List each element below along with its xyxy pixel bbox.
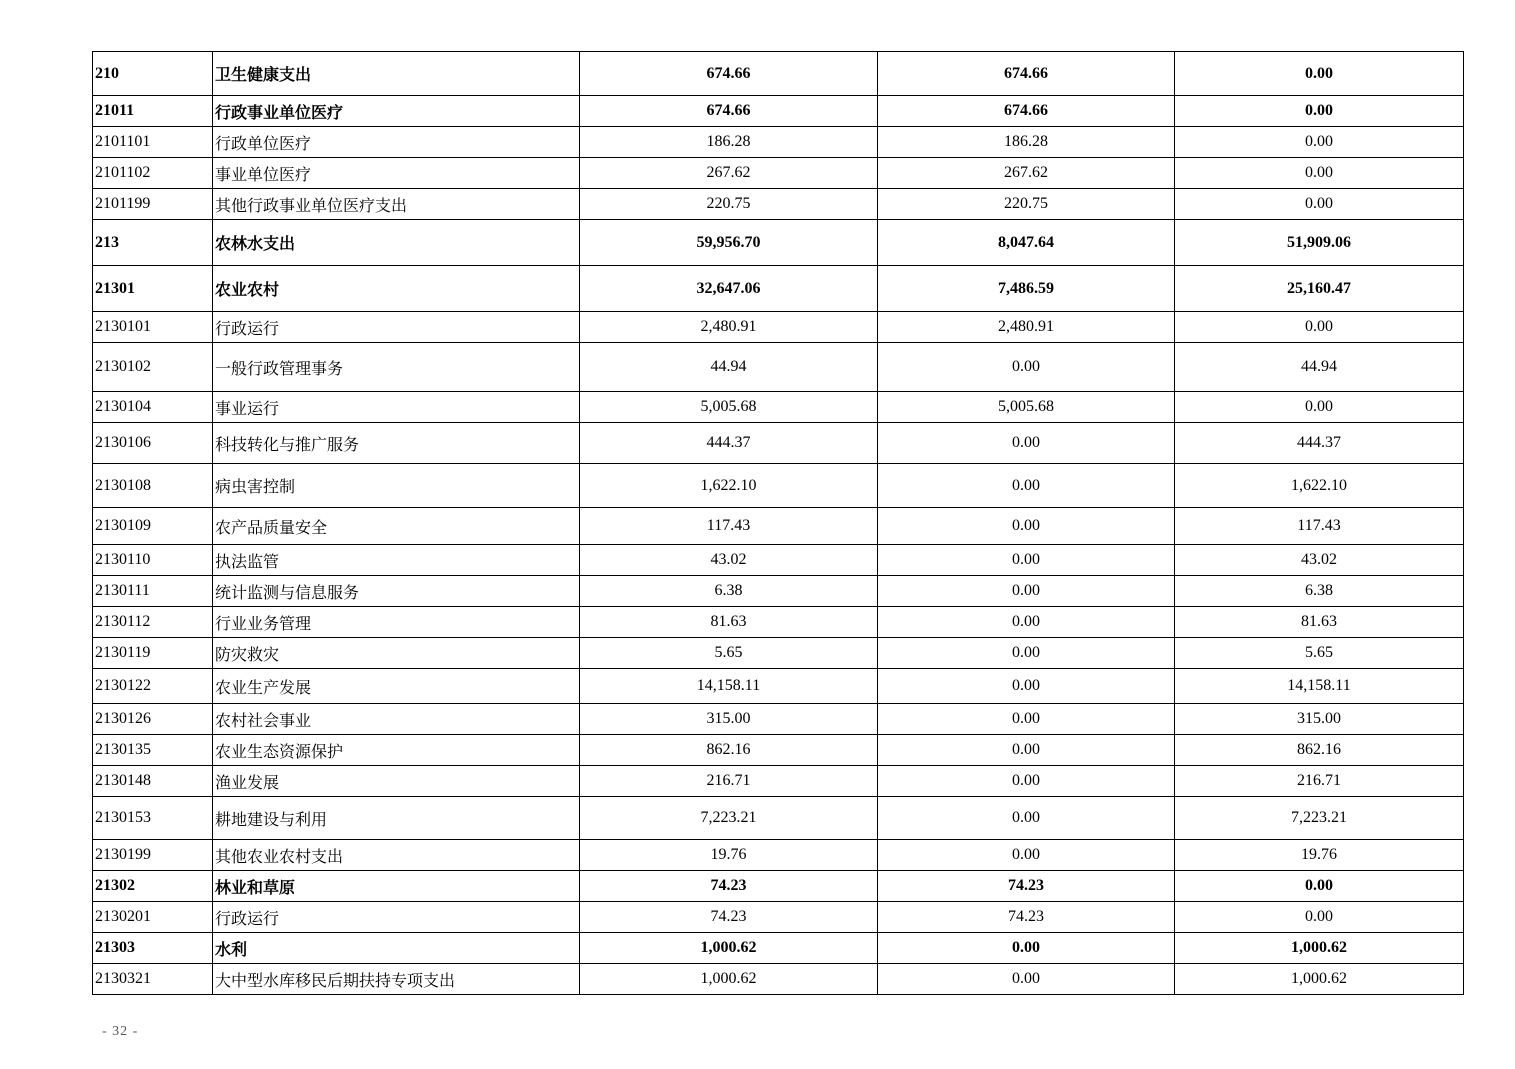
cell-total: 7,223.21 [580, 797, 878, 840]
cell-total: 1,000.62 [580, 933, 878, 964]
cell-total: 5,005.68 [580, 392, 878, 423]
cell-project: 0.00 [1175, 312, 1464, 343]
table-row [93, 545, 1464, 576]
cell-basic: 0.00 [878, 933, 1175, 964]
cell-basic: 74.23 [878, 902, 1175, 933]
cell-total: 674.66 [580, 96, 878, 127]
cell-project: 6.38 [1175, 576, 1464, 607]
cell-item-name: 农产品质量安全 [213, 508, 580, 545]
cell-item-name: 事业运行 [213, 392, 580, 423]
cell-item-name: 防灾救灾 [213, 638, 580, 669]
cell-item-name: 农林水支出 [213, 220, 580, 266]
table-row [93, 343, 1464, 392]
table-row [93, 158, 1464, 189]
cell-basic: 0.00 [878, 797, 1175, 840]
cell-basic: 74.23 [878, 871, 1175, 902]
cell-basic: 267.62 [878, 158, 1175, 189]
cell-total: 14,158.11 [580, 669, 878, 704]
cell-total: 44.94 [580, 343, 878, 392]
cell-item-name: 卫生健康支出 [213, 52, 580, 96]
cell-total: 220.75 [580, 189, 878, 220]
cell-total: 1,622.10 [580, 464, 878, 508]
cell-code: 2130119 [93, 638, 213, 669]
cell-project: 862.16 [1175, 735, 1464, 766]
cell-code: 2130106 [93, 423, 213, 464]
table-row [93, 127, 1464, 158]
cell-item-name: 行政运行 [213, 902, 580, 933]
cell-code: 2130102 [93, 343, 213, 392]
table-row [93, 464, 1464, 508]
cell-total: 267.62 [580, 158, 878, 189]
cell-basic: 8,047.64 [878, 220, 1175, 266]
cell-total: 6.38 [580, 576, 878, 607]
table-row [93, 871, 1464, 902]
cell-item-name: 行政事业单位医疗 [213, 96, 580, 127]
cell-code: 2130111 [93, 576, 213, 607]
cell-code: 213 [93, 220, 213, 266]
cell-code: 2130104 [93, 392, 213, 423]
cell-item-name: 统计监测与信息服务 [213, 576, 580, 607]
cell-item-name: 水利 [213, 933, 580, 964]
cell-project: 0.00 [1175, 902, 1464, 933]
cell-project: 444.37 [1175, 423, 1464, 464]
cell-code: 2130108 [93, 464, 213, 508]
cell-basic: 7,486.59 [878, 266, 1175, 312]
table-row [93, 638, 1464, 669]
table-row [93, 96, 1464, 127]
cell-code: 21301 [93, 266, 213, 312]
cell-basic: 2,480.91 [878, 312, 1175, 343]
cell-basic: 0.00 [878, 343, 1175, 392]
table-row [93, 266, 1464, 312]
cell-basic: 0.00 [878, 607, 1175, 638]
cell-total: 444.37 [580, 423, 878, 464]
table-row [93, 797, 1464, 840]
cell-item-name: 事业单位医疗 [213, 158, 580, 189]
cell-item-name: 农村社会事业 [213, 704, 580, 735]
cell-total: 5.65 [580, 638, 878, 669]
cell-item-name: 执法监管 [213, 545, 580, 576]
table-row [93, 508, 1464, 545]
cell-basic: 0.00 [878, 423, 1175, 464]
table-row [93, 766, 1464, 797]
cell-item-name: 行业业务管理 [213, 607, 580, 638]
cell-item-name: 科技转化与推广服务 [213, 423, 580, 464]
cell-total: 862.16 [580, 735, 878, 766]
cell-total: 43.02 [580, 545, 878, 576]
cell-basic: 0.00 [878, 508, 1175, 545]
cell-code: 2130321 [93, 964, 213, 995]
cell-project: 0.00 [1175, 189, 1464, 220]
cell-item-name: 农业生态资源保护 [213, 735, 580, 766]
table-body [93, 52, 1464, 995]
cell-project: 1,622.10 [1175, 464, 1464, 508]
cell-total: 81.63 [580, 607, 878, 638]
table-row [93, 189, 1464, 220]
table-row [93, 220, 1464, 266]
cell-basic: 0.00 [878, 669, 1175, 704]
cell-project: 0.00 [1175, 392, 1464, 423]
cell-total: 117.43 [580, 508, 878, 545]
cell-basic: 0.00 [878, 704, 1175, 735]
cell-project: 19.76 [1175, 840, 1464, 871]
cell-basic: 0.00 [878, 735, 1175, 766]
table-row [93, 964, 1464, 995]
cell-code: 21303 [93, 933, 213, 964]
cell-item-name: 其他农业农村支出 [213, 840, 580, 871]
cell-code: 2101199 [93, 189, 213, 220]
cell-basic: 0.00 [878, 766, 1175, 797]
cell-basic: 0.00 [878, 464, 1175, 508]
table-row [93, 735, 1464, 766]
cell-project: 7,223.21 [1175, 797, 1464, 840]
cell-project: 0.00 [1175, 871, 1464, 902]
cell-basic: 220.75 [878, 189, 1175, 220]
table-row [93, 933, 1464, 964]
cell-item-name: 病虫害控制 [213, 464, 580, 508]
cell-project: 81.63 [1175, 607, 1464, 638]
cell-total: 674.66 [580, 52, 878, 96]
cell-code: 2130112 [93, 607, 213, 638]
cell-project: 14,158.11 [1175, 669, 1464, 704]
cell-code: 2130199 [93, 840, 213, 871]
cell-code: 2130201 [93, 902, 213, 933]
cell-item-name: 渔业发展 [213, 766, 580, 797]
cell-basic: 0.00 [878, 840, 1175, 871]
cell-project: 1,000.62 [1175, 964, 1464, 995]
cell-project: 0.00 [1175, 127, 1464, 158]
cell-total: 186.28 [580, 127, 878, 158]
cell-total: 1,000.62 [580, 964, 878, 995]
cell-total: 59,956.70 [580, 220, 878, 266]
cell-basic: 0.00 [878, 545, 1175, 576]
cell-project: 5.65 [1175, 638, 1464, 669]
table-row [93, 704, 1464, 735]
cell-total: 74.23 [580, 902, 878, 933]
cell-total: 315.00 [580, 704, 878, 735]
table-row [93, 576, 1464, 607]
cell-total: 74.23 [580, 871, 878, 902]
cell-code: 2130126 [93, 704, 213, 735]
cell-project: 43.02 [1175, 545, 1464, 576]
cell-item-name: 行政单位医疗 [213, 127, 580, 158]
cell-project: 0.00 [1175, 96, 1464, 127]
cell-project: 216.71 [1175, 766, 1464, 797]
cell-project: 25,160.47 [1175, 266, 1464, 312]
cell-code: 2130109 [93, 508, 213, 545]
cell-basic: 0.00 [878, 964, 1175, 995]
cell-item-name: 农业农村 [213, 266, 580, 312]
cell-total: 32,647.06 [580, 266, 878, 312]
cell-project: 0.00 [1175, 158, 1464, 189]
cell-basic: 5,005.68 [878, 392, 1175, 423]
cell-code: 2130101 [93, 312, 213, 343]
cell-project: 315.00 [1175, 704, 1464, 735]
page-number: - 32 - [102, 1024, 139, 1039]
cell-code: 21302 [93, 871, 213, 902]
cell-total: 216.71 [580, 766, 878, 797]
table-row [93, 423, 1464, 464]
cell-item-name: 大中型水库移民后期扶持专项支出 [213, 964, 580, 995]
cell-project: 1,000.62 [1175, 933, 1464, 964]
table-row [93, 902, 1464, 933]
cell-code: 2130153 [93, 797, 213, 840]
cell-code: 2130148 [93, 766, 213, 797]
cell-basic: 674.66 [878, 96, 1175, 127]
cell-item-name: 农业生产发展 [213, 669, 580, 704]
cell-code: 2101102 [93, 158, 213, 189]
cell-project: 0.00 [1175, 52, 1464, 96]
cell-basic: 0.00 [878, 576, 1175, 607]
cell-item-name: 耕地建设与利用 [213, 797, 580, 840]
table-row [93, 52, 1464, 96]
table-row [93, 840, 1464, 871]
cell-basic: 186.28 [878, 127, 1175, 158]
cell-code: 2130122 [93, 669, 213, 704]
table-row [93, 669, 1464, 704]
cell-item-name: 林业和草原 [213, 871, 580, 902]
cell-basic: 0.00 [878, 638, 1175, 669]
table-row [93, 607, 1464, 638]
cell-code: 2101101 [93, 127, 213, 158]
cell-project: 51,909.06 [1175, 220, 1464, 266]
table-row [93, 312, 1464, 343]
cell-basic: 674.66 [878, 52, 1175, 96]
table-row [93, 392, 1464, 423]
cell-project: 117.43 [1175, 508, 1464, 545]
cell-code: 21011 [93, 96, 213, 127]
cell-code: 2130110 [93, 545, 213, 576]
cell-total: 2,480.91 [580, 312, 878, 343]
cell-code: 2130135 [93, 735, 213, 766]
cell-project: 44.94 [1175, 343, 1464, 392]
cell-item-name: 行政运行 [213, 312, 580, 343]
budget-expenditure-table [92, 51, 1464, 995]
cell-code: 210 [93, 52, 213, 96]
cell-item-name: 其他行政事业单位医疗支出 [213, 189, 580, 220]
cell-total: 19.76 [580, 840, 878, 871]
cell-item-name: 一般行政管理事务 [213, 343, 580, 392]
